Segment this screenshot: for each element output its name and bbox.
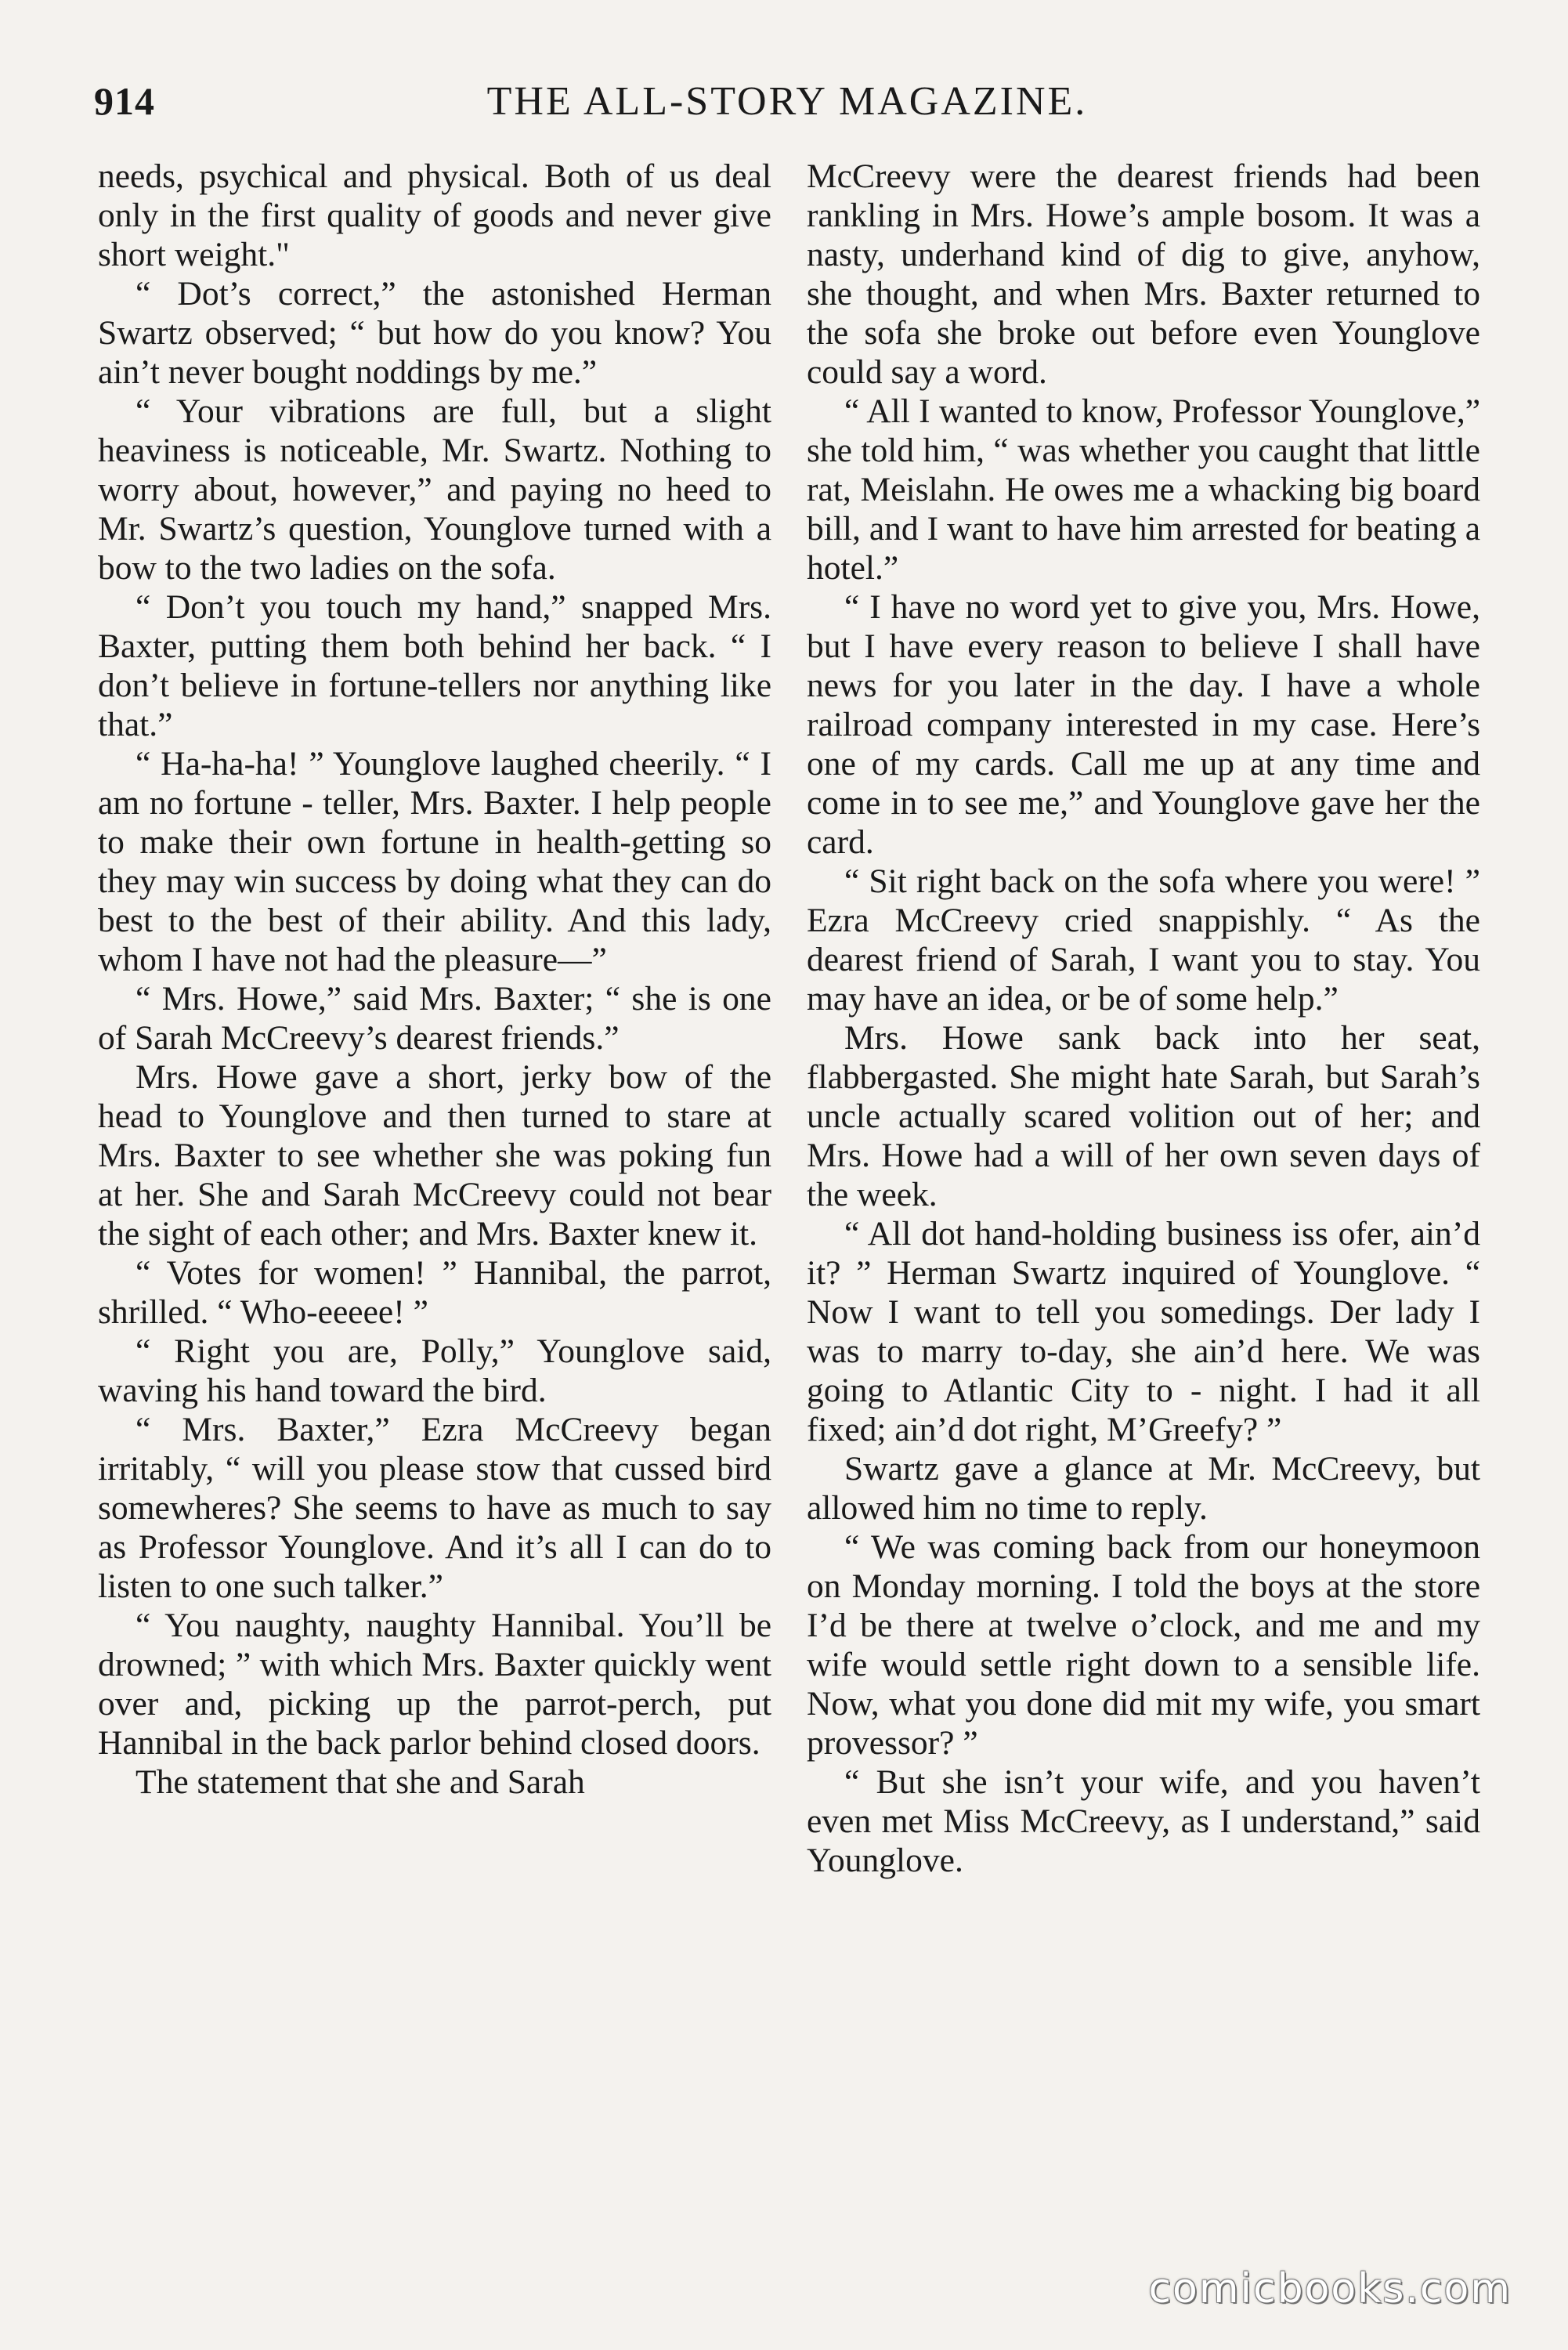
running-title: THE ALL-STORY MAGAZINE. (486, 79, 1088, 124)
paragraph: “ Dot’s correct,” the astonished Herman Swartz observed; “ but how do you know? You ain’t never bought noddings by me.” (98, 275, 771, 391)
paragraph: “ I have no word yet to give you, Mrs. Howe, but I have every reason to believe I shall have news for you later in the day. I have a whole railroad company interested in my case. Here’s one of my cards. Call me up at any time and come in to see me,” and Younglove gave her the card. (807, 588, 1480, 861)
right-column (807, 157, 1480, 1880)
paragraph: “ You naughty, naughty Hannibal. You’ll be drowned; ” with which Mrs. Baxter quickly went over and, picking up the parrot-perch, put Hannibal in the back parlor behind closed doors. (98, 1607, 771, 1762)
paragraph: McCreevy were the dearest friends had been rankling in Mrs. Howe’s ample bosom. It was a nasty, underhand kind of dig to give, anyhow, she thought, and when Mrs. Baxter returned to the sofa she broke out before even Younglove could say a word. (807, 157, 1480, 391)
watermark-text: comicbooks.com (1148, 2265, 1512, 2312)
paragraph: “ Votes for women! ” Hannibal, the parrot, shrilled. “ Who-eeeee! ” (98, 1254, 771, 1331)
paragraph: “ Sit right back on the sofa where you were! ” Ezra McCreevy cried snappishly. “ As the dearest friend of Sarah, I want you to stay. You may have an idea, or be of some help.” (807, 862, 1480, 1018)
paragraph: “ Your vibrations are full, but a slight heaviness is noticeable, Mr. Swartz. Nothing to worry about, however,” and paying no heed to Mr. Swartz’s question, Younglove turned with a bow to the two ladies on the sofa. (98, 392, 771, 587)
paragraph: Mrs. Howe sank back into her seat, flabbergasted. She might hate Sarah, but Sarah’s uncle actually scared volition out of her; and Mrs. Howe had a will of her own seven days of the week. (807, 1019, 1480, 1213)
paragraph: “ Mrs. Howe,” said Mrs. Baxter; “ she is one of Sarah McCreevy’s dearest friends.” (98, 980, 771, 1057)
paragraph: “ Don’t you touch my hand,” snapped Mrs. Baxter, putting them both behind her back. “ I don’t believe in fortune-tellers nor anything like that.” (98, 588, 771, 743)
paragraph: The statement that she and Sarah (135, 1763, 585, 1801)
paragraph: “ We was coming back from our honeymoon on Monday morning. I told the boys at the store I’d be there at twelve o’clock, and me and my wife would settle right down to a sensible life. Now, what you done did mit my wife, you smart provessor? ” (807, 1528, 1480, 1762)
paragraph: “ All dot hand-holding business iss ofer, ain’d it? ” Herman Swartz inquired of Younglove. “ Now I want to tell you somedings. Der lady I was to marry to-day, she ain’d here. We was going to Atlantic City to - night. I had it all fixed; ain’d dot right, M’Greefy? ” (807, 1215, 1480, 1448)
paragraph: Swartz gave a glance at Mr. McCreevy, but allowed him no time to reply. (807, 1450, 1480, 1527)
paragraph: “ But she isn’t your wife, and you haven’t even met Miss McCreevy, as I understand,” said Younglove. (807, 1763, 1480, 1879)
page-header (94, 78, 1480, 133)
page-number: 914 (94, 79, 155, 123)
left-column (98, 157, 771, 1802)
paragraph: “ Right you are, Polly,” Younglove said, waving his hand toward the bird. (98, 1332, 771, 1409)
paragraph: “ Ha-ha-ha! ” Younglove laughed cheerily. “ I am no fortune - teller, Mrs. Baxter. I help people to make their own fortune in health-getting so they may win success by doing what they can do best to the best of their ability. And this lady, whom I have not had the pleasure—” (98, 745, 771, 978)
paragraph: Mrs. Howe gave a short, jerky bow of the head to Younglove and then turned to stare at Mrs. Baxter to see whether she was poking fun at her. She and Sarah McCreevy could not bear the sight of each other; and Mrs. Baxter knew it. (98, 1058, 771, 1253)
paragraph: “ Mrs. Baxter,” Ezra McCreevy began irritably, “ will you please stow that cussed bird somewheres? She seems to have as much to say as Professor Younglove. And it’s all I can do to listen to one such talker.” (98, 1411, 771, 1605)
paragraph: needs, psychical and physical. Both of us deal only in the first quality of goods and never give short weight." (98, 157, 771, 273)
paragraph: “ All I wanted to know, Professor Younglove,” she told him, “ was whether you caught that little rat, Meislahn. He owes me a whacking big board bill, and I want to have him arrested for beating a hotel.” (807, 392, 1480, 587)
